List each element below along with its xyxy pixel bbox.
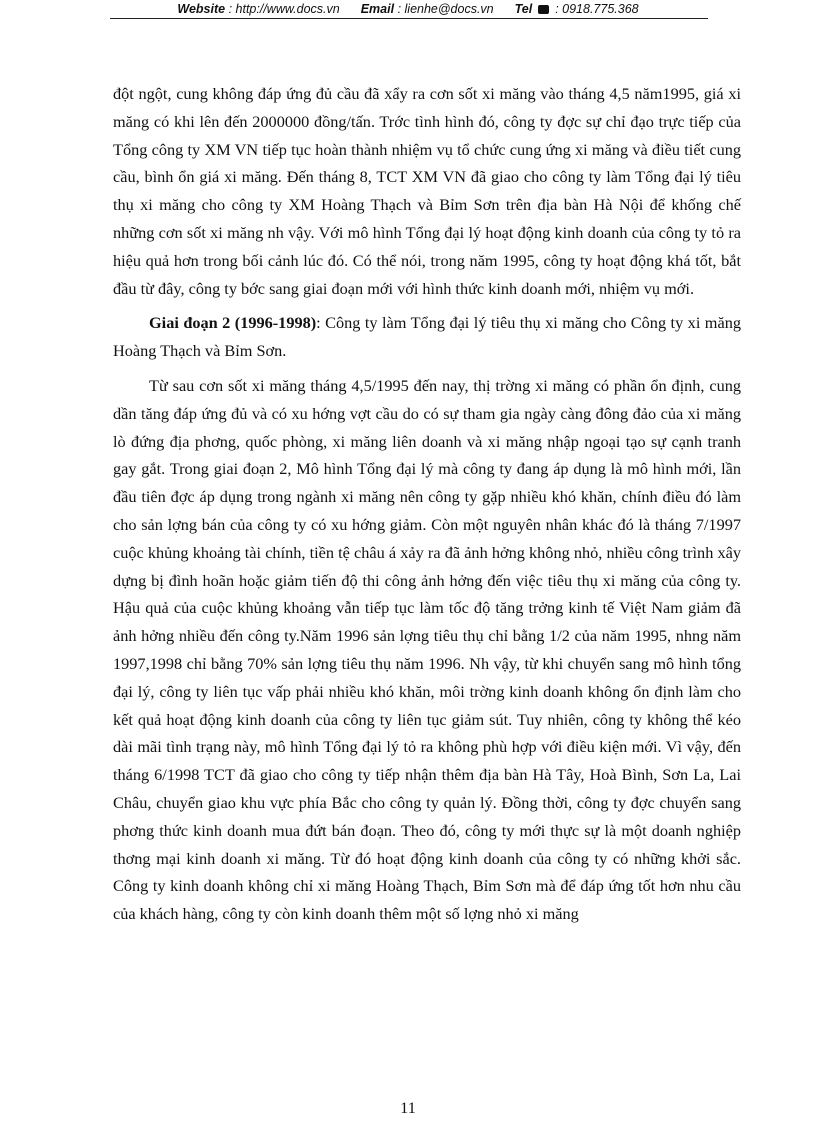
paragraph-text: Từ sau cơn sốt xi măng tháng 4,5/1995 đến nay, thị trờng xi măng có phần ổn định, cung dần tăng đáp ứng đủ và có xu hớng vợt cầu do có sự tham gia ngày càng đông đảo của xi măng lò đứng địa phơng, quốc phòng, xi măng liên doanh và xi măng nhập ngoại tạo sự cạnh tranh gay gắt. Trong giai đoạn 2, Mô hình Tổng đại lý mà công ty đang áp dụng là mô hình mới, lần đầu tiên đợc áp dụng trong ngành xi măng nên công ty gặp nhiều khó khăn, chính điều đó làm cho sản lợng bán của công ty có xu hớng giảm. Còn một nguyên nhân khác đó là tháng 7/1997 cuộc khủng khoảng tài chính, tiền tệ châu á xảy ra đã ảnh hởng không nhỏ, nhiều công trình xây dựng bị đình hoãn hoặc giảm tiến độ thi công ảnh hởng đến việc tiêu thụ xi măng của công ty. Hậu quả của cuộc khủng khoảng vẫn tiếp tục làm tốc độ tăng trởng kinh tế Việt Nam giảm đã ảnh hởng nhiều đến công ty.Năm 1996 sản lợng tiêu thụ chỉ bằng 1/2 của năm 1995, nhng năm 1997,1998 chỉ bằng 70% sản lợng tiêu thụ năm 1996. Nh vậy, từ khi chuyển sang mô hình tổng đại lý, công ty liên tục vấp phải nhiều khó khăn, môi trờng kinh doanh không ổn định làm cho kết quả hoạt động kinh doanh của công ty liên tục giảm sút. Tuy nhiên, công ty không thể kéo dài mãi tình trạng này, mô hình Tổng đại lý tỏ ra không phù hợp với điều kiện mới. Vì vậy, đến tháng 6/1998 TCT đã giao cho công ty tiếp nhận thêm địa bàn Hà Tây, Hoà Bình, Sơn La, Lai Châu, chuyển giao khu vực phía Bắc cho công ty quản lý. Đồng thời, công ty đợc chuyển sang phơng thức kinh doanh mua đứt bán đoạn. Theo đó, công ty mới thực sự là một doanh nghiệp thơng mại kinh doanh xi măng. Từ đó hoạt động kinh doanh của công ty có những khởi sắc. Công ty kinh doanh không chỉ xi măng Hoàng Thạch, Bỉm Sơn mà để đáp ứng tốt hơn nhu cầu của khách hàng, công ty còn kinh doanh thêm một số lợng nhỏ xi măng	[113, 375, 741, 924]
paragraph-text: : Công ty làm Tổng đại lý tiêu thụ xi măng cho Công ty xi măng Hoàng Thạch và Bỉm Sơn.	[113, 313, 741, 361]
stage-heading: Giai đoạn 2 (1996-1998)	[149, 313, 317, 333]
paragraph-stage-2	[113, 309, 741, 365]
website-label: Website	[177, 2, 226, 16]
website-value: : http://www.docs.vn	[228, 2, 340, 16]
phone-icon	[538, 5, 549, 14]
document-body	[113, 80, 741, 928]
page-number: 11	[400, 1098, 416, 1117]
paragraph-continuation	[113, 80, 741, 302]
tel-label: Tel	[514, 2, 533, 16]
paragraph-text: đột ngột, cung không đáp ứng đủ cầu đã xẩy ra cơn sốt xi măng vào tháng 4,5 năm1995, giá xi măng có khi lên đến 2000000 đồng/tấn. Trớc tình hình đó, công ty đợc sự chỉ đạo trực tiếp của Tổng công ty XM VN tiếp tục hoàn thành nhiệm vụ tổ chức cung ứng xi măng và điều tiết cung cầu, bình ổn giá xi măng. Đến tháng 8, TCT XM VN đã giao cho công ty làm Tổng đại lý tiêu thụ xi măng cho công ty XM Hoàng Thạch và Bỉm Sơn trên địa bàn Hà Nội để khống chế những cơn sốt xi măng nh vậy. Với mô hình Tổng đại lý hoạt động kinh doanh của công ty tỏ ra hiệu quả hơn trong bối cảnh lúc đó. Có thể nói, trong năm 1995, công ty hoạt động khá tốt, bắt đầu từ đây, công ty bớc sang giai đoạn mới với hình thức kinh doanh mới, nhiệm vụ mới.	[113, 84, 741, 298]
paragraph-market	[113, 372, 741, 928]
email-label: Email	[360, 2, 395, 16]
email-value: : lienhe@docs.vn	[397, 2, 494, 16]
tel-value: : 0918.775.368	[555, 2, 639, 16]
header-divider	[110, 18, 708, 19]
